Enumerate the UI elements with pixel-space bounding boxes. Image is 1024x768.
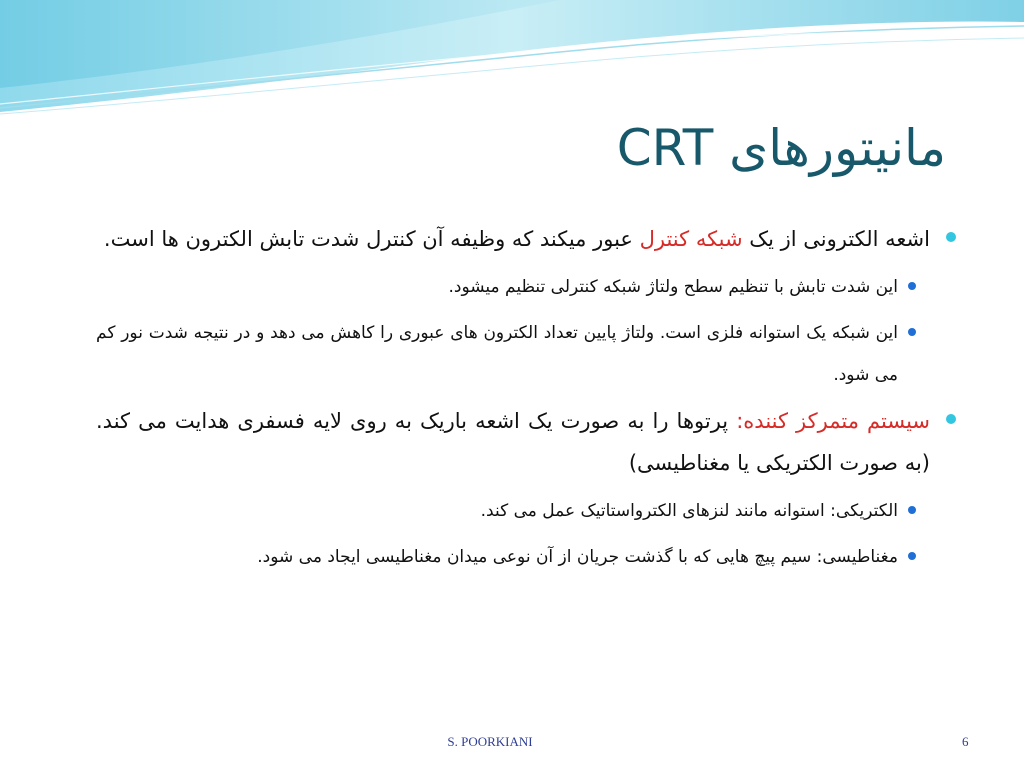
sub-bullet-electric: [96, 490, 936, 532]
highlight-term: سیستم متمرکز کننده:: [736, 409, 931, 433]
slide-title: مانیتورهای CRT: [616, 119, 946, 177]
bullet-text-after: عبور میکند که وظیفه آن کنترل شدت تابش الکترون ها است.: [103, 227, 640, 251]
bullet-control-grid: [96, 218, 936, 260]
sub-bullet-magnetic: [96, 536, 936, 578]
bullet-dot-icon: [946, 414, 956, 424]
bullet-dot-icon: [946, 232, 956, 242]
header-wave-decoration: [0, 0, 1024, 130]
sub-bullet-dot-icon: [908, 506, 916, 514]
sub-bullet-text: مغناطیسی: سیم پیچ هایی که با گذشت جریان از آن نوعی میدان مغناطیسی ایجاد می شود.: [257, 547, 898, 567]
sub-bullet-metal-cylinder: [96, 312, 936, 396]
sub-bullet-intensity: [96, 266, 936, 308]
slide-body: [96, 218, 936, 582]
sub-bullet-text: الکتریکی: استوانه مانند لنزهای الکترواستاتیک عمل می کند.: [480, 501, 898, 521]
bullet-focusing-system: [96, 400, 936, 484]
sub-bullet-dot-icon: [908, 282, 916, 290]
sub-bullet-dot-icon: [908, 552, 916, 560]
sub-bullet-dot-icon: [908, 328, 916, 336]
bullet-text-after: پرتوها را به صورت یک اشعه باریک به روی لایه فسفری هدایت می کند. (به صورت الکتریکی یا مغناطیسی): [96, 409, 930, 475]
footer-page-number: 6: [962, 734, 969, 749]
bullet-text-before: اشعه الکترونی از یک: [742, 227, 930, 251]
sub-bullet-text: این شبکه یک استوانه فلزی است. ولتاژ پایین تعداد الکترون های عبوری را کاهش می دهد و در نتیجه شدت نور کم می شود.: [96, 323, 898, 385]
sub-bullet-text: این شدت تابش با تنظیم سطح ولتاژ شبکه کنترلی تنظیم میشود.: [448, 277, 898, 297]
footer-author: S. POORKIANI: [447, 734, 533, 749]
highlight-term: شبکه کنترل: [639, 227, 743, 251]
